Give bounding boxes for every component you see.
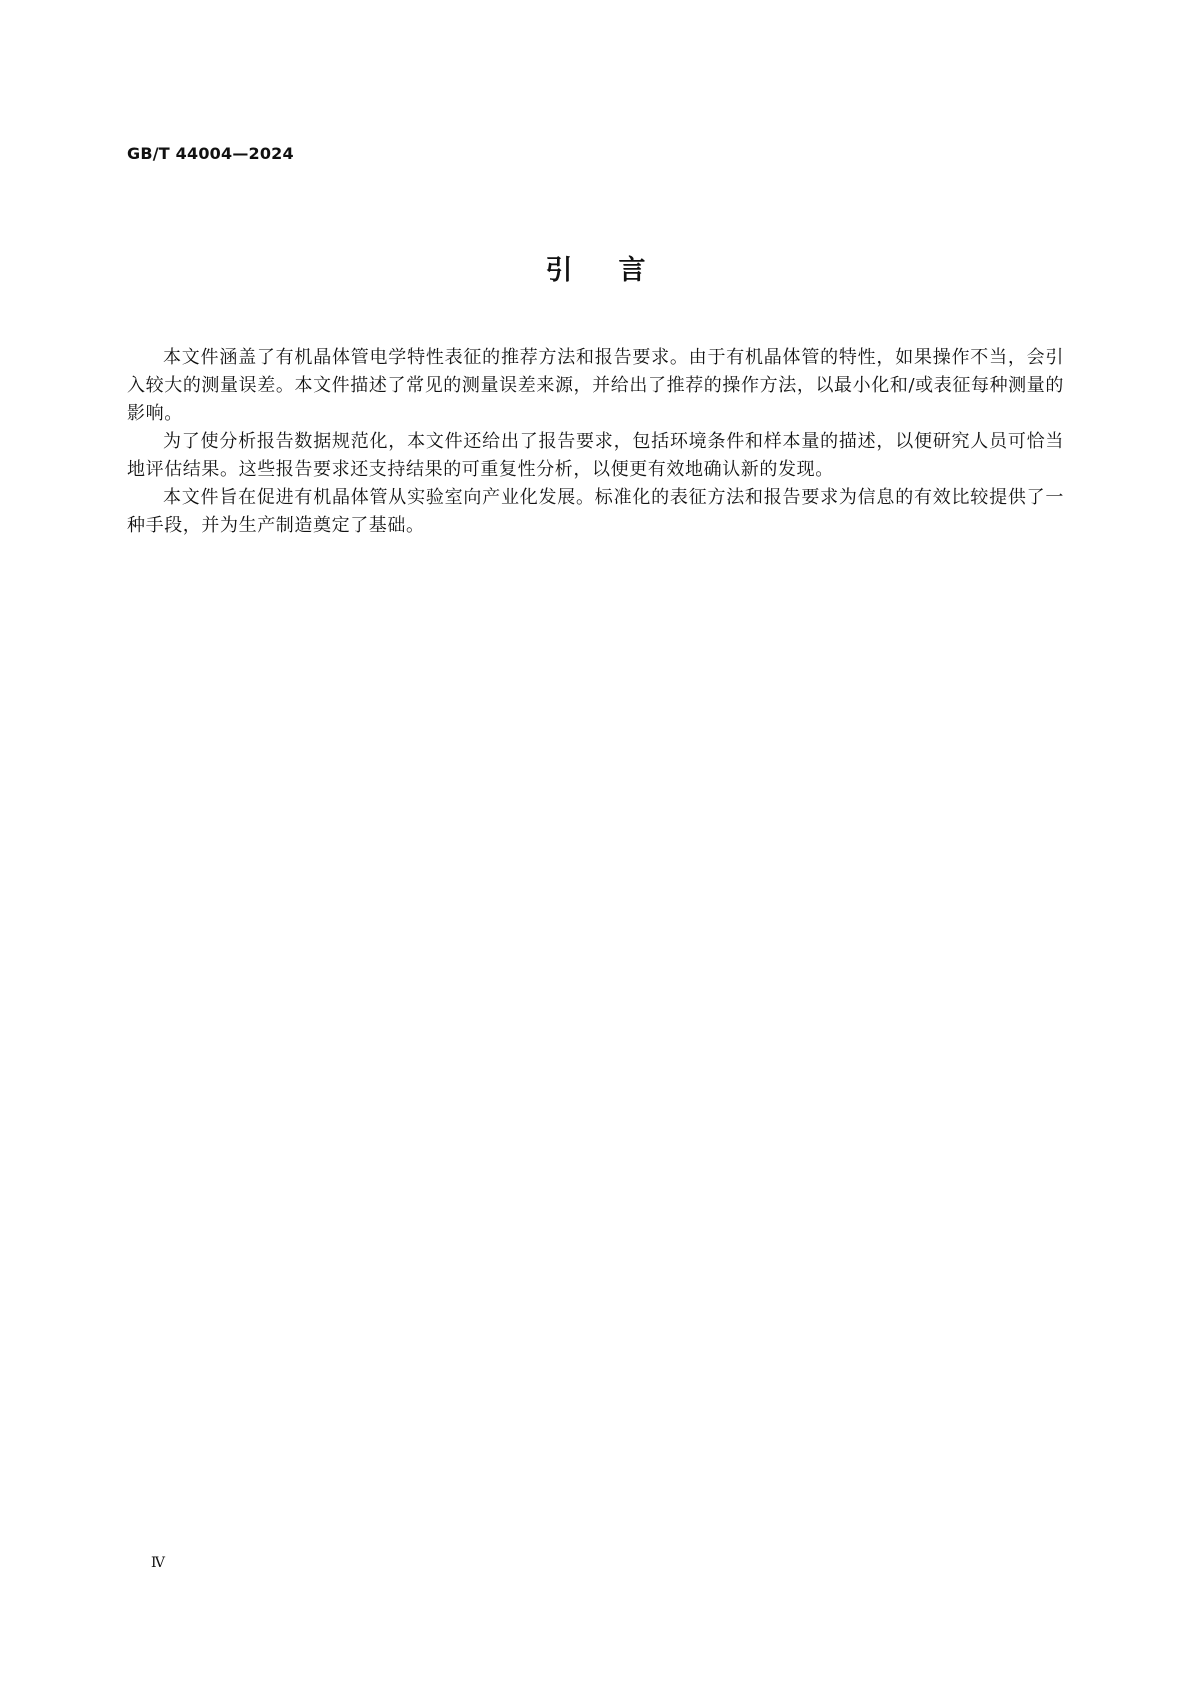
page-number: Ⅳ xyxy=(151,1555,165,1571)
section-title: 引言 xyxy=(545,255,692,286)
paragraph: 本文件旨在促进有机晶体管从实验室向产业化发展。标准化的表征方法和报告要求为信息的有效比较提供了一种手段，并为生产制造奠定了基础。 xyxy=(127,487,1064,536)
introduction-body xyxy=(127,344,1064,540)
paragraph: 为了使分析报告数据规范化，本文件还给出了报告要求，包括环境条件和样本量的描述，以便研究人员可恰当地评估结果。这些报告要求还支持结果的可重复性分析，以便更有效地确认新的发现。 xyxy=(127,431,1064,480)
document-code: GB/T 44004—2024 xyxy=(127,144,294,163)
paragraph: 本文件涵盖了有机晶体管电学特性表征的推荐方法和报告要求。由于有机晶体管的特性，如果操作不当，会引入较大的测量误差。本文件描述了常见的测量误差来源，并给出了推荐的操作方法，以最小化和/或表征每种测量的影响。 xyxy=(127,347,1064,424)
